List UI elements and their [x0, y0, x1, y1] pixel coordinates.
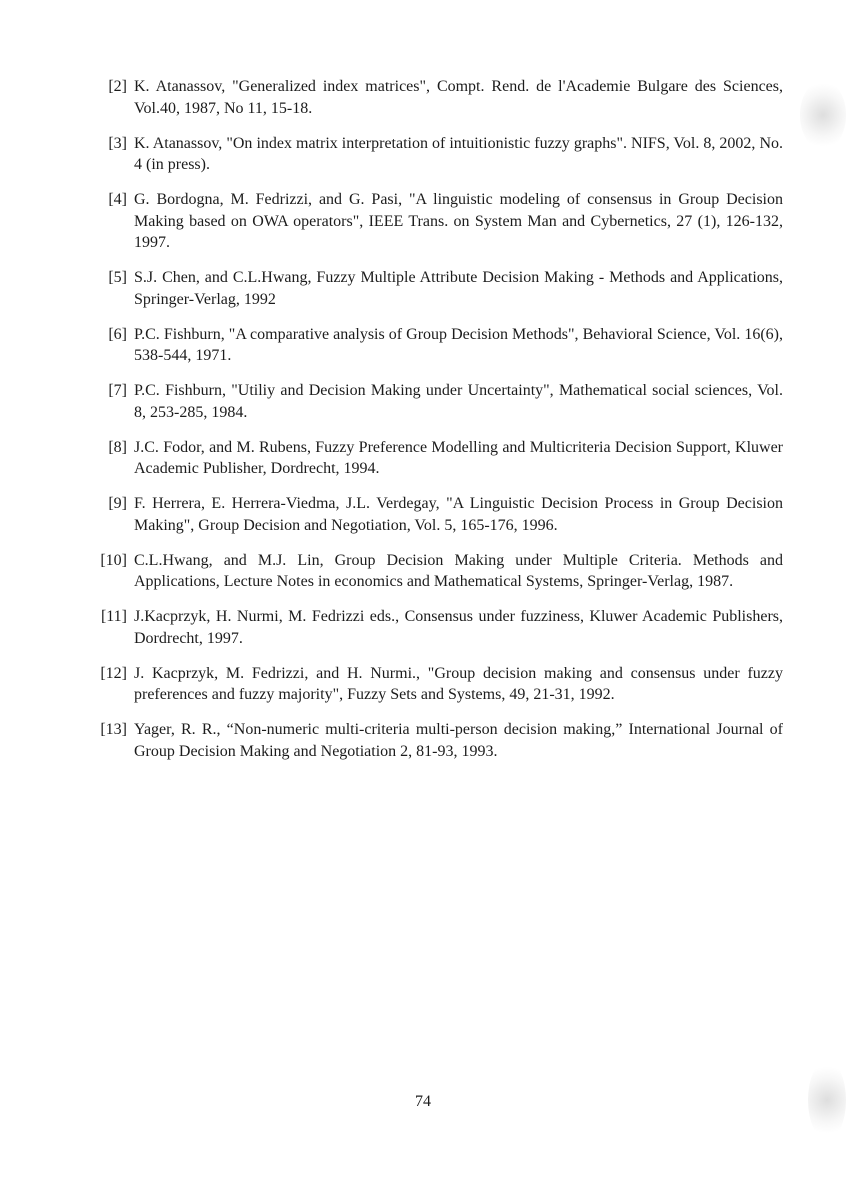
reference-item: [100, 550, 783, 593]
reference-number: [7]: [108, 382, 127, 399]
reference-item: [100, 133, 783, 176]
reference-text: J. Kacprzyk, M. Fedrizzi, and H. Nurmi., "Group decision making and consensus under fuzzy preferences and fuzzy majority", Fuzzy Sets and Systems, 49, 21-31, 1992.: [134, 664, 783, 703]
reference-item: [100, 493, 783, 536]
reference-number: [8]: [108, 438, 127, 456]
reference-text: K. Atanassov, "Generalized index matrices", Compt. Rend. de l'Academie Bulgare des Sciences, Vol.40, 1987, No 11, 15-18.: [134, 78, 783, 117]
reference-text: C.L.Hwang, and M.J. Lin, Group Decision Making under Multiple Criteria. Methods and Applications, Lecture Notes in economics and Mathematical Systems, Springer-Verlag, 1987.: [134, 551, 783, 590]
reference-item: [100, 437, 783, 480]
reference-item: [100, 189, 783, 254]
reference-text: P.C. Fishburn, "Utiliy and Decision Making under Uncertainty", Mathematical social sciences, Vol. 8, 253-285, 1984.: [134, 382, 783, 421]
reference-text: G. Bordogna, M. Fedrizzi, and G. Pasi, "A linguistic modeling of consensus in Group Decision Making based on OWA operators", IEEE Trans. on System Man and Cybernetics, 27 (1), 126-132, 1997.: [134, 191, 783, 251]
reference-number: [13]: [100, 721, 127, 738]
reference-number: [6]: [108, 325, 127, 343]
reference-item: [100, 719, 783, 762]
reference-number: [4]: [108, 191, 127, 208]
page-number: 74: [415, 1093, 431, 1110]
reference-number: [11]: [100, 608, 127, 625]
reference-text: F. Herrera, E. Herrera-Viedma, J.L. Verdegay, "A Linguistic Decision Process in Group Decision Making", Group Decision and Negotiation, Vol. 5, 165-176, 1996.: [134, 495, 783, 534]
reference-item: [100, 76, 783, 119]
reference-item: [100, 663, 783, 706]
reference-number: [12]: [100, 664, 127, 682]
reference-number: [9]: [108, 495, 127, 512]
reference-item: [100, 267, 783, 310]
reference-text: P.C. Fishburn, "A comparative analysis of Group Decision Methods", Behavioral Science, Vol. 16(6), 538-544, 1971.: [134, 325, 783, 364]
reference-number: [10]: [100, 551, 127, 569]
reference-text: K. Atanassov, "On index matrix interpretation of intuitionistic fuzzy graphs". NIFS, Vol. 8, 2002, No. 4 (in press).: [134, 134, 783, 173]
reference-list: [100, 76, 783, 776]
reference-number: [2]: [108, 78, 127, 95]
reference-item: [100, 380, 783, 423]
reference-text: J.Kacprzyk, H. Nurmi, M. Fedrizzi eds., Consensus under fuzziness, Kluwer Academic Publishers, Dordrecht, 1997.: [134, 608, 783, 647]
reference-text: Yager, R. R., “Non-numeric multi-criteria multi-person decision making,” International Journal of Group Decision Making and Negotiation 2, 81-93, 1993.: [134, 721, 783, 760]
reference-text: S.J. Chen, and C.L.Hwang, Fuzzy Multiple Attribute Decision Making - Methods and Applications, Springer-Verlag, 1992: [134, 269, 783, 308]
reference-item: [100, 606, 783, 649]
scan-noise-top-right: [800, 80, 846, 150]
reference-number: [3]: [108, 134, 127, 152]
reference-item: [100, 324, 783, 367]
reference-text: J.C. Fodor, and M. Rubens, Fuzzy Preference Modelling and Multicriteria Decision Support, Kluwer Academic Publisher, Dordrecht, 1994.: [134, 438, 783, 477]
reference-number: [5]: [108, 269, 127, 286]
